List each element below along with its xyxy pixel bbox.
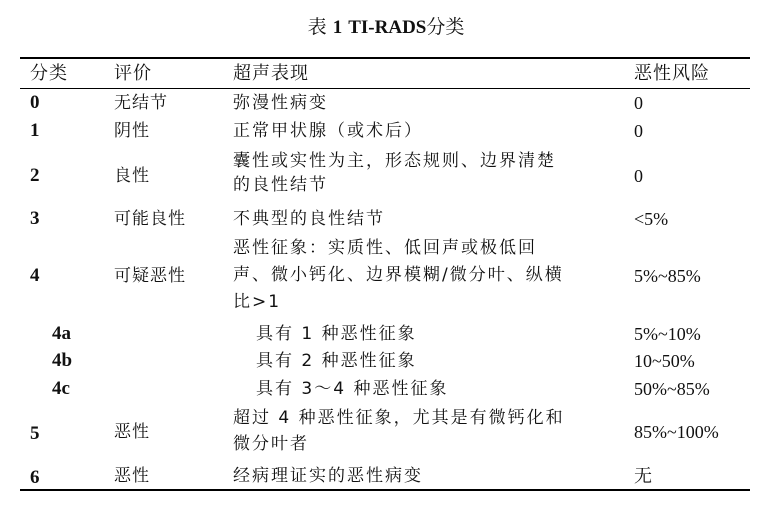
row-ultrasound <box>256 349 638 373</box>
row-ultrasound <box>233 207 615 231</box>
ultrasound-line: 比>1 <box>233 292 282 312</box>
row-risk: 5%~10% <box>634 324 701 344</box>
row-evaluation: 阴性 <box>114 121 150 141</box>
ultrasound-line: 声、微小钙化、边界模糊/微分叶、纵横 <box>233 265 564 285</box>
header-category: 分类 <box>30 63 68 84</box>
row-category: 4a <box>52 323 71 344</box>
row-evaluation: 良性 <box>114 166 150 186</box>
table-row <box>0 462 772 488</box>
row-category: 2 <box>30 165 40 186</box>
table-caption <box>0 14 772 41</box>
ultrasound-line: 弥漫性病变 <box>233 93 328 113</box>
table-row <box>0 90 772 116</box>
row-ultrasound <box>233 91 615 115</box>
row-risk: 50%~85% <box>634 379 710 399</box>
ultrasound-line: 经病理证实的恶性病变 <box>233 466 423 486</box>
table-row <box>0 347 772 373</box>
row-category: 5 <box>30 423 40 444</box>
row-ultrasound <box>256 322 638 346</box>
table-row <box>0 205 772 231</box>
row-category: 0 <box>30 92 40 113</box>
table-row <box>0 118 772 144</box>
row-ultrasound <box>233 149 615 197</box>
row-risk: 0 <box>634 121 643 141</box>
row-ultrasound <box>233 235 615 316</box>
row-risk: 85%~100% <box>634 422 719 442</box>
row-risk: 5%~85% <box>634 266 701 286</box>
ultrasound-line: 的良性结节 <box>233 175 328 195</box>
ultrasound-line: 超过 4 种恶性征象，尤其是有微钙化和 <box>233 408 565 428</box>
header-evaluation: 评价 <box>114 63 152 84</box>
row-category: 1 <box>30 120 40 141</box>
row-risk: 无 <box>634 466 652 486</box>
row-evaluation: 恶性 <box>114 466 150 486</box>
ultrasound-line: 具有 2 种恶性征象 <box>256 351 417 371</box>
row-risk: 0 <box>634 166 643 186</box>
table-row <box>0 320 772 346</box>
row-category: 4c <box>52 378 70 399</box>
ultrasound-line: 具有 1 种恶性征象 <box>256 324 417 344</box>
caption-prefix: 表 <box>307 16 327 38</box>
ultrasound-line: 微分叶者 <box>233 434 309 454</box>
row-ultrasound <box>233 405 615 457</box>
row-evaluation: 可能良性 <box>114 209 186 229</box>
ultrasound-line: 具有 3～4 种恶性征象 <box>256 379 449 399</box>
row-category: 6 <box>30 467 40 488</box>
row-risk: 0 <box>634 93 643 113</box>
row-risk: 10~50% <box>634 351 695 371</box>
row-risk: <5% <box>634 209 669 229</box>
row-ultrasound <box>233 464 615 488</box>
row-category: 4b <box>52 350 73 371</box>
row-evaluation: 可疑恶性 <box>114 266 186 286</box>
ultrasound-line: 囊性或实性为主，形态规则、边界清楚 <box>233 151 556 171</box>
row-evaluation: 无结节 <box>114 93 168 113</box>
table-row <box>0 147 772 203</box>
row-evaluation: 恶性 <box>114 422 150 442</box>
caption-code: TI-RADS <box>348 17 427 38</box>
table-row <box>0 233 772 317</box>
table-top-rule <box>20 57 750 59</box>
ultrasound-line: 恶性征象：实质性、低回声或极低回 <box>233 238 537 258</box>
row-category: 4 <box>30 265 40 286</box>
table-bottom-rule <box>20 489 750 491</box>
row-ultrasound <box>233 119 615 143</box>
header-ultrasound: 超声表现 <box>233 63 309 84</box>
table-row <box>0 375 772 401</box>
header-risk: 恶性风险 <box>634 63 710 84</box>
caption-suffix: 分类 <box>426 16 465 38</box>
table-header-rule <box>20 88 750 89</box>
row-category: 3 <box>30 208 40 229</box>
ultrasound-line: 不典型的良性结节 <box>233 209 385 229</box>
ultrasound-line: 正常甲状腺（或术后） <box>233 121 423 141</box>
caption-number: 1 <box>332 17 343 38</box>
row-ultrasound <box>256 377 638 401</box>
table-row <box>0 403 772 459</box>
